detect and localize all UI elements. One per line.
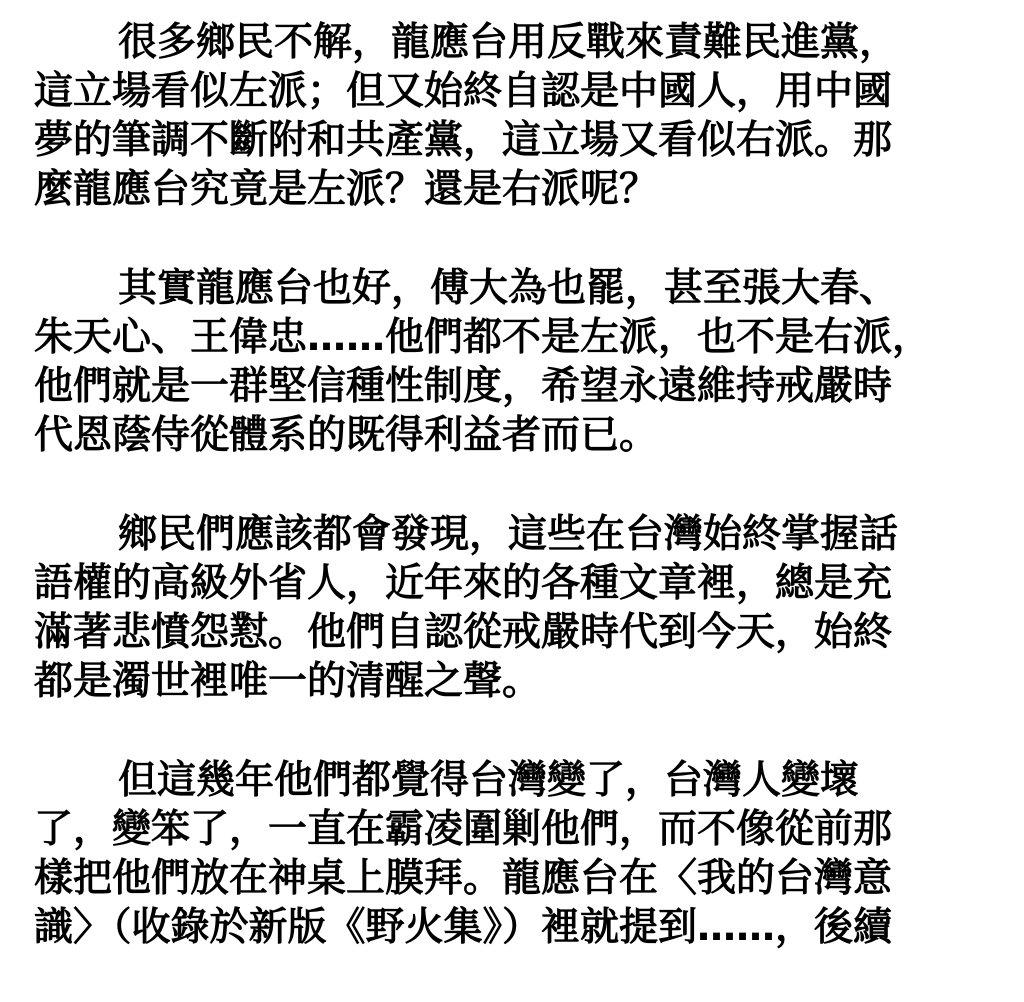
paragraph-3 (34, 510, 994, 706)
paragraph-2 (34, 264, 994, 460)
text-line: 他們就是一群堅信種性制度，希望永遠維持戒嚴時 (34, 364, 893, 409)
text-line: 語權的高級外省人，近年來的各種文章裡，總是充 (34, 561, 893, 606)
text-line: 麼龍應台究竟是左派？還是右派呢？ (34, 167, 659, 212)
text-line: 了，變笨了，一直在霸凌圍剿他們，而不像從前那 (34, 807, 893, 852)
text-line: 夢的筆調不斷附和共產黨，這立場又看似右派。那 (34, 118, 893, 163)
paragraph-4 (34, 756, 994, 952)
text-line: 這立場看似左派；但又始終自認是中國人，用中國 (34, 69, 893, 114)
text-line: 鄉民們應該都會發現，這些在台灣始終掌握話 (118, 512, 899, 557)
paragraph-1 (34, 18, 994, 214)
text-line: 其實龍應台也好，傅大為也罷，甚至張大春、 (118, 266, 899, 311)
text-line: 朱天心、王偉忠……他們都不是左派，也不是右派， (34, 315, 932, 360)
text-line: 識〉（收錄於新版《野火集》）裡就提到……，後續 (34, 905, 893, 950)
text-line: 滿著悲憤怨懟。他們自認從戒嚴時代到今天，始終 (34, 610, 893, 655)
text-line: 很多鄉民不解，龍應台用反戰來責難民進黨， (118, 20, 899, 65)
article-body (34, 18, 994, 1002)
text-line: 都是濁世裡唯一的清醒之聲。 (34, 659, 542, 704)
text-line: 樣把他們放在神桌上膜拜。龍應台在〈我的台灣意 (34, 856, 893, 901)
text-line: 代恩蔭侍從體系的既得利益者而已。 (34, 413, 659, 458)
text-line: 但這幾年他們都覺得台灣變了，台灣人變壞 (118, 758, 860, 803)
